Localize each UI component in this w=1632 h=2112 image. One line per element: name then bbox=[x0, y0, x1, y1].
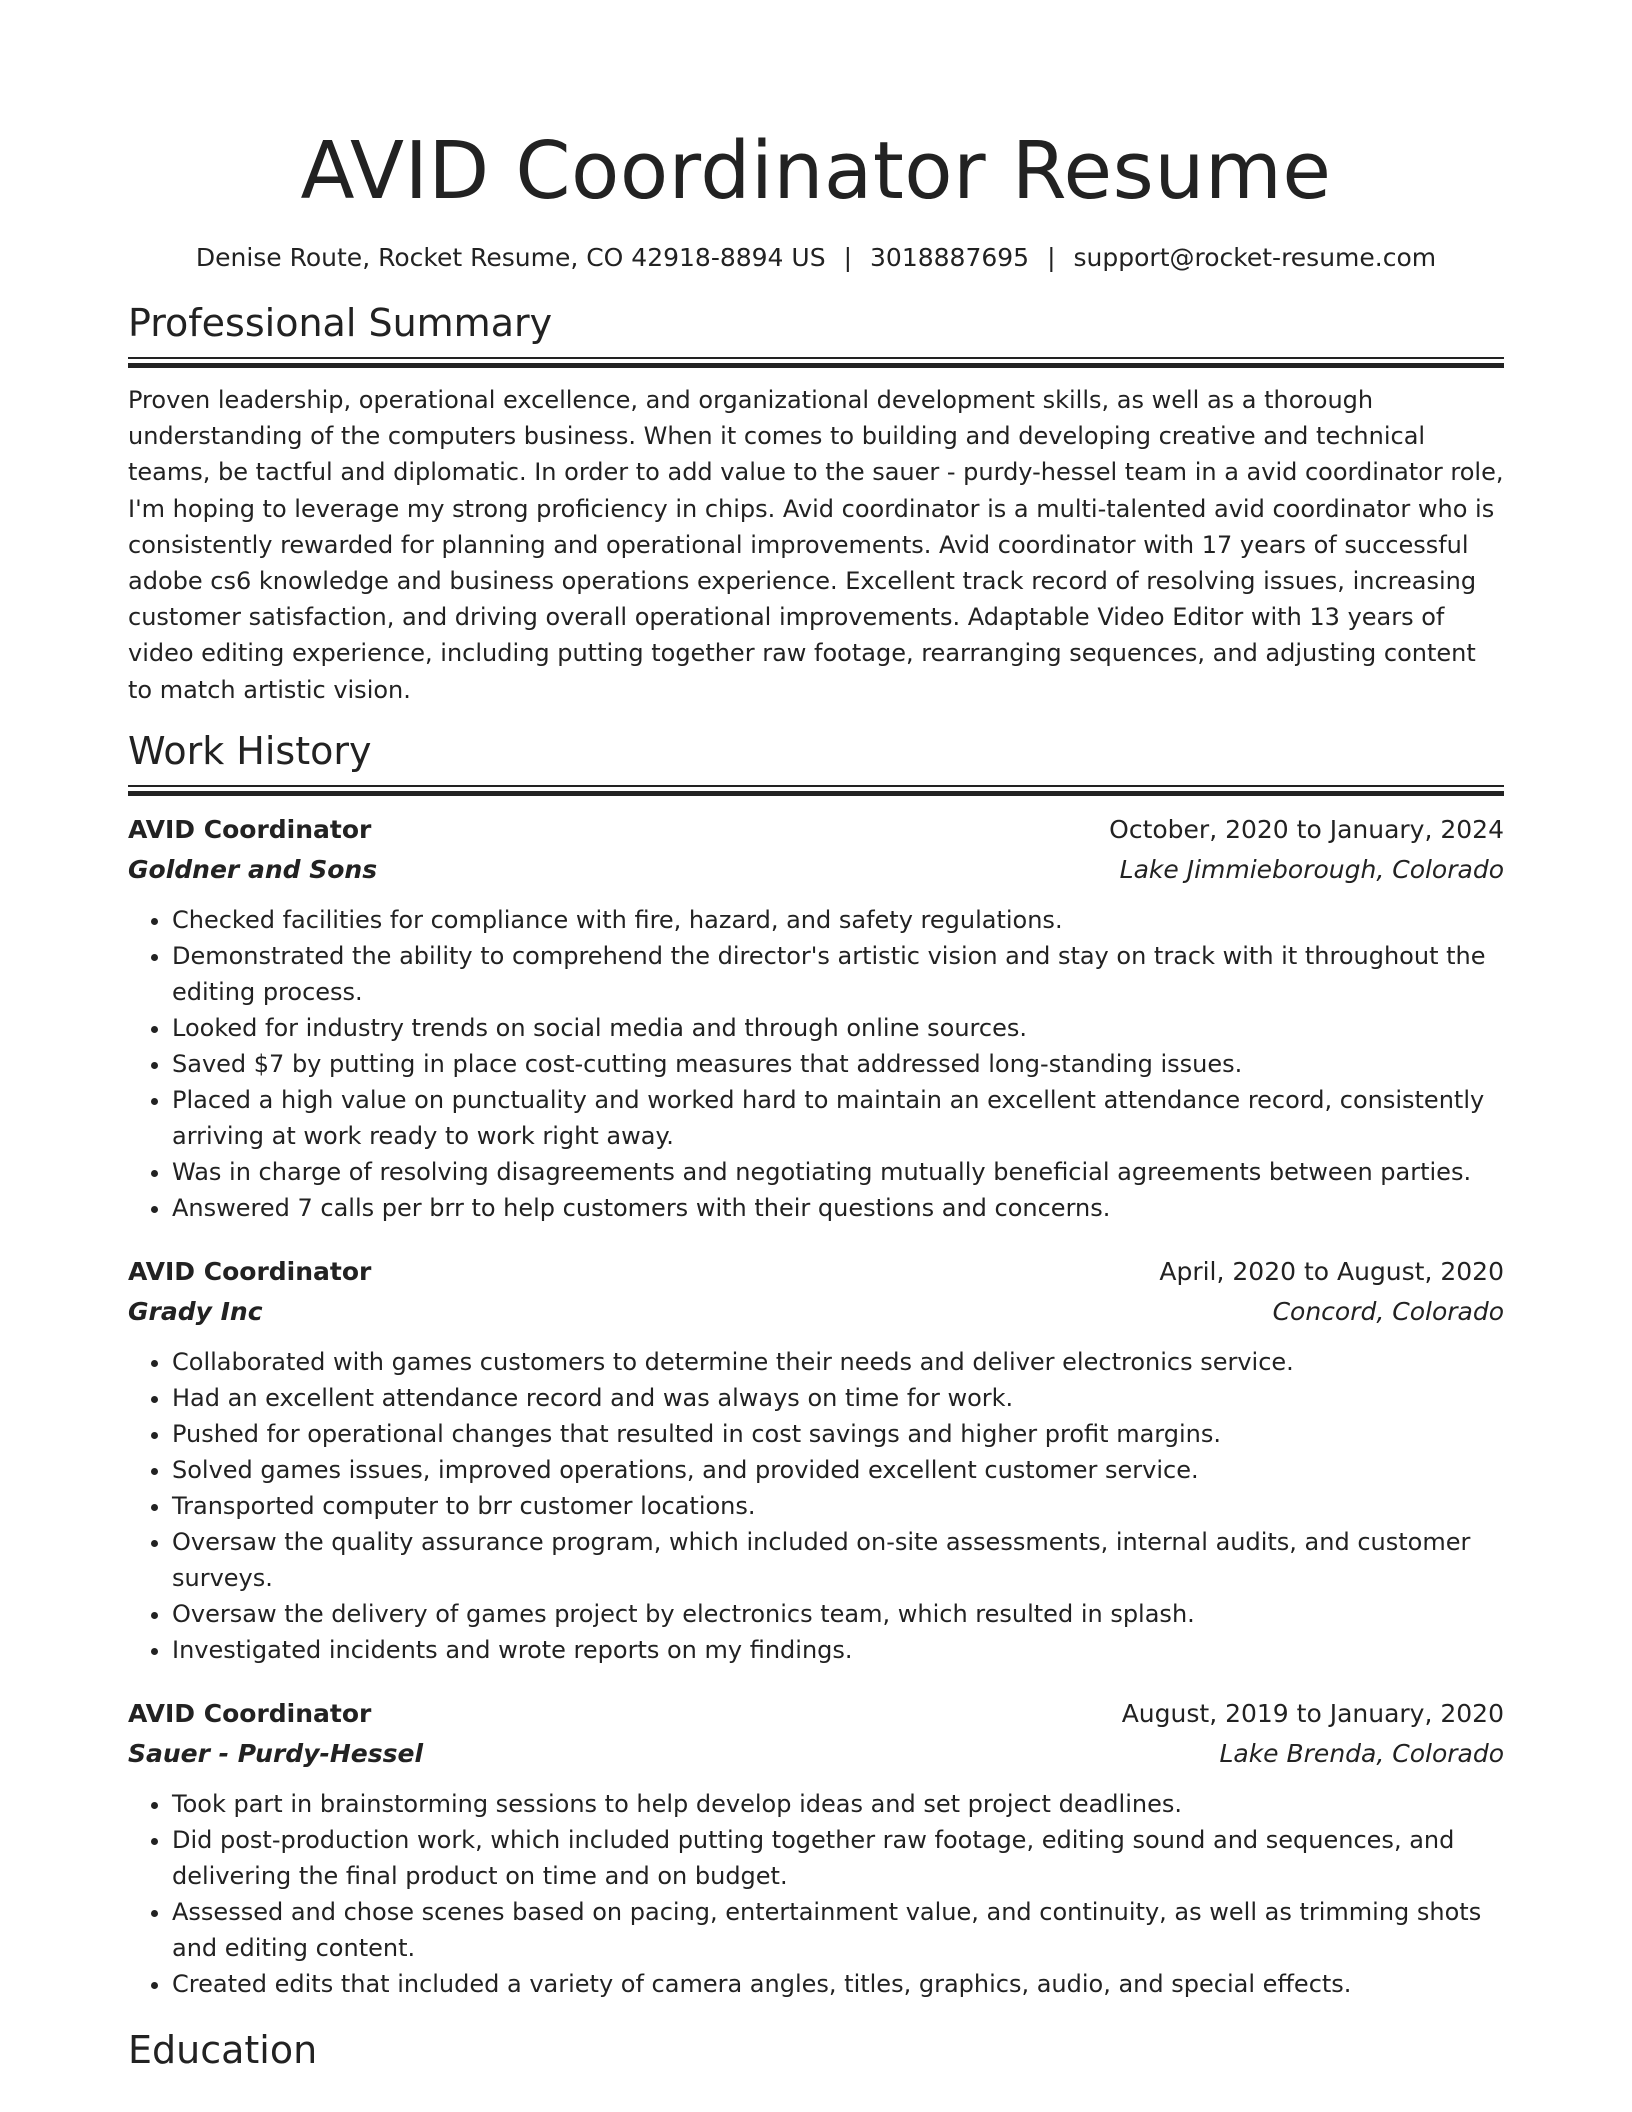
contact-email: support@rocket-resume.com bbox=[1073, 243, 1437, 272]
contact-separator: | bbox=[1047, 243, 1056, 272]
job-bullet: • Was in charge of resolving disagreements and negotiating mutually beneficial agreements between parties. bbox=[172, 1154, 1504, 1190]
job-bullet: • Looked for industry trends on social media and through online sources. bbox=[172, 1010, 1504, 1046]
job-title: AVID Coordinator bbox=[128, 1698, 372, 1728]
work-history-heading: Work History bbox=[128, 728, 372, 773]
contact-address: Denise Route, Rocket Resume, CO 42918-8894 US bbox=[195, 243, 826, 272]
job-company: Sauer - Purdy-Hessel bbox=[128, 1738, 424, 1768]
job-bullet: • Demonstrated the ability to comprehend the director's artistic vision and stay on track with it throughout the editing process. bbox=[172, 938, 1504, 1010]
resume-page bbox=[128, 0, 1504, 2072]
job-company-row bbox=[128, 1292, 1504, 1332]
job-header-row bbox=[128, 1252, 1504, 1292]
job-company: Goldner and Sons bbox=[128, 854, 378, 884]
section-divider bbox=[128, 785, 1504, 796]
job-bullet: • Did post-production work, which included putting together raw footage, editing sound and sequences, and delivering the final product on time and on budget. bbox=[172, 1822, 1504, 1894]
job-dates: August, 2019 to January, 2020 bbox=[1121, 1698, 1504, 1728]
job-entry bbox=[128, 1252, 1504, 1668]
job-bullet: • Took part in brainstorming sessions to help develop ideas and set project deadlines. bbox=[172, 1786, 1504, 1822]
job-bullets bbox=[128, 1786, 1504, 2002]
job-entry bbox=[128, 1694, 1504, 2002]
job-bullet: • Transported computer to brr customer locations. bbox=[172, 1488, 1504, 1524]
job-location: Lake Brenda, Colorado bbox=[1219, 1738, 1504, 1768]
job-bullet: • Investigated incidents and wrote reports on my findings. bbox=[172, 1632, 1504, 1668]
job-company-row bbox=[128, 1734, 1504, 1774]
job-bullet: • Checked facilities for compliance with fire, hazard, and safety regulations. bbox=[172, 902, 1504, 938]
job-bullets bbox=[128, 902, 1504, 1226]
education-heading: Education bbox=[128, 2027, 318, 2072]
job-bullet: • Saved $7 by putting in place cost-cutting measures that addressed long-standing issues. bbox=[172, 1046, 1504, 1082]
job-bullet: • Created edits that included a variety of camera angles, titles, graphics, audio, and special effects. bbox=[172, 1966, 1504, 2002]
education-section bbox=[128, 2028, 1504, 2072]
job-bullet: • Assessed and chose scenes based on pacing, entertainment value, and continuity, as well as trimming shots and editing content. bbox=[172, 1894, 1504, 1966]
job-location: Lake Jimmieborough, Colorado bbox=[1119, 854, 1504, 884]
section-divider bbox=[128, 357, 1504, 368]
job-bullet: • Had an excellent attendance record and was always on time for work. bbox=[172, 1380, 1504, 1416]
job-bullet: • Answered 7 calls per brr to help customers with their questions and concerns. bbox=[172, 1190, 1504, 1226]
job-dates: October, 2020 to January, 2024 bbox=[1109, 814, 1504, 844]
job-location: Concord, Colorado bbox=[1272, 1296, 1504, 1326]
job-title: AVID Coordinator bbox=[128, 1256, 372, 1286]
job-bullet: • Collaborated with games customers to determine their needs and deliver electronics service. bbox=[172, 1344, 1504, 1380]
summary-heading: Professional Summary bbox=[128, 301, 553, 345]
job-title: AVID Coordinator bbox=[128, 814, 372, 844]
job-bullet: • Oversaw the delivery of games project by electronics team, which resulted in splash. bbox=[172, 1596, 1504, 1632]
job-entry bbox=[128, 810, 1504, 1226]
job-dates: April, 2020 to August, 2020 bbox=[1159, 1256, 1504, 1286]
summary-text: Proven leadership, operational excellence, and organizational development skills, as well as a thorough understanding of the computers business. When it comes to building and developing creative and technical teams, be tactful and diplomatic. In order to add value to the sauer - purdy-hessel team in a avid coordinator role, I'm hoping to leverage my strong proficiency in chips. Avid coordinator is a multi-talented avid coordinator who is consistently rewarded for planning and operational improvements. Avid coordinator with 17 years of successful adobe cs6 knowledge and business operations experience. Excellent track record of resolving issues, increasing customer satisfaction, and driving overall operational improvements. Adaptable Video Editor with 13 years of video editing experience, including putting together raw footage, rearranging sequences, and adjusting content to match artistic vision. bbox=[128, 386, 1504, 704]
resume-title: AVID Coordinator Resume bbox=[300, 125, 1332, 217]
job-bullets bbox=[128, 1344, 1504, 1668]
contact-line bbox=[128, 242, 1504, 274]
job-bullet: • Placed a high value on punctuality and worked hard to maintain an excellent attendance record, consistently arriving at work ready to work right away. bbox=[172, 1082, 1504, 1154]
job-company-row bbox=[128, 850, 1504, 890]
summary-section bbox=[128, 301, 1504, 708]
contact-phone: 3018887695 bbox=[870, 243, 1030, 272]
job-header-row bbox=[128, 810, 1504, 850]
job-company: Grady Inc bbox=[128, 1296, 263, 1326]
job-bullet: • Solved games issues, improved operations, and provided excellent customer service. bbox=[172, 1452, 1504, 1488]
job-header-row bbox=[128, 1694, 1504, 1734]
job-bullet: • Pushed for operational changes that resulted in cost savings and higher profit margins. bbox=[172, 1416, 1504, 1452]
contact-separator: | bbox=[843, 243, 853, 272]
work-history-section bbox=[128, 729, 1504, 2002]
job-bullet: • Oversaw the quality assurance program, which included on-site assessments, internal audits, and customer surveys. bbox=[172, 1524, 1504, 1596]
